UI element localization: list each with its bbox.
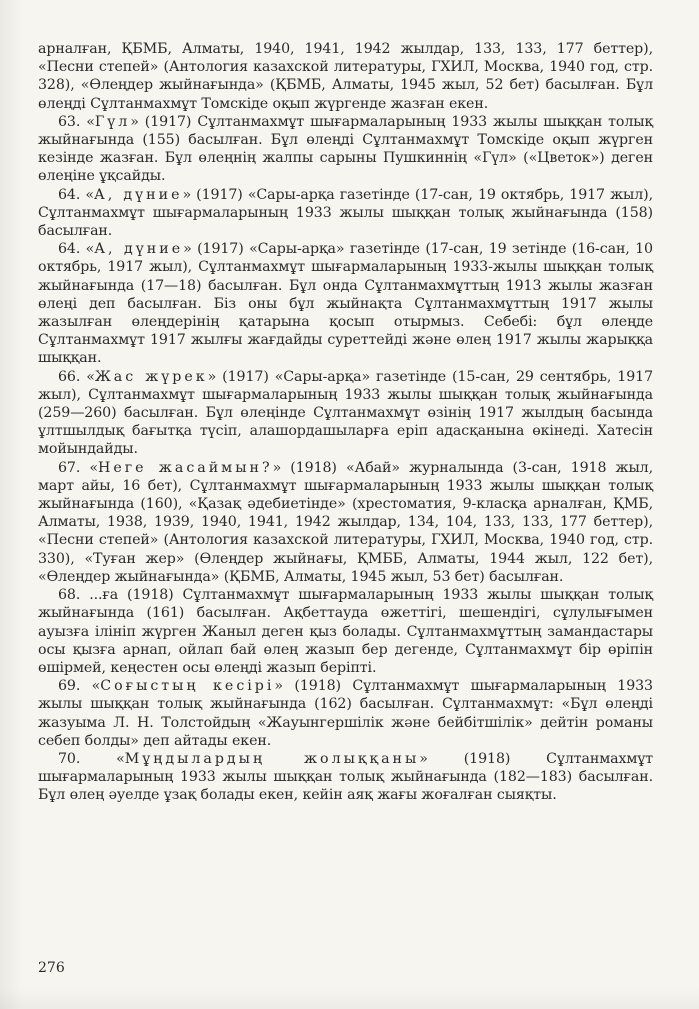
poem-title: Мұңдылардың жолыққаны [124,750,420,767]
note-paragraph [38,459,653,586]
page-number: 276 [38,960,65,976]
poem-title: Неге жасаймын? [97,459,273,476]
paragraph-text: 66. « [58,368,95,385]
poem-title: А, дүние [93,186,183,203]
paragraph-text: » (1918) Сұлтанмахмұт шығармаларының 1933 жылы шыққан толық жыйнағында (182—183) басылған. Бұл өлең әуелде ұзақ болады екен, кейін аяқ жағы жоғалған сыяқты. [38,750,653,804]
paragraph-text: 67. « [58,459,98,476]
paragraph-text: 64. « [58,186,94,203]
paragraph-text: » (1918) Сұлтанмахмұт шығармаларының 1933 жылы шыққан толық жыйнағында (162) басылған. Сұлтанмахмұт: «Бұл өлеңді жазуыма Л. Н. Толстойдың «Жауынгершілік және бейбітшілік» дейтін романы себеп болды» деп айтады екен. [38,678,653,749]
body-text [38,40,653,805]
note-paragraph [38,240,653,367]
paragraph-text: » (1917) «Сары-арқа» газетінде (17-сан, 19 зетінде (16-сан, 10 октябрь, 1917 жыл), Сұлтанмахмұт шығармаларының 1933-жылы шыққан толық жыйнағында (17—18) басылған. Бұл онда Сұлтанмахмұттың 1913 жылы жазған өлеңі деп басылған. Біз оны бұл жыйнақта Сұлтанмахмұттың 1917 жылы жазылған өлеңдерінің қатарына қосып отырмыз. Себебі: бұл өлеңде Сұлтанмахмұт 1917 жылғы жағдайды суреттейді және өлең 1917 жылы жарыққа шыққан. [38,241,653,367]
paragraph-text: 63. « [58,113,95,130]
note-paragraph [38,677,653,750]
paragraph-text: 69. « [58,678,101,695]
note-paragraph [38,186,653,241]
paragraph-text: » (1918) «Абай» журналында (3-сан, 1918 жыл, март айы, 16 бет), Сұлтанмахмұт шығармаларының 1933 жылы шыққан толық жыйнағында (160), «Қазақ әдебиетінде» (хрестоматия, 9-класқа арналған, ҚМБ, Алматы, 1938, 1939, 1940, 1941, 1942 жылдар, 134, 104, 133, 133, 177 беттер), «Песни степей» (Антология казахской литературы, ГХИЛ, Москва, 1940 год, стр. 330), «Туған жер» (Өлеңдер жыйнағы, ҚМББ, Алматы, 1944 жыл, 122 бет), «Өлеңдер жыйнағында» (ҚБМБ, Алматы, 1945 жыл, 53 бет) басылған. [38,459,654,585]
poem-title: Соғыстың кесірі [100,678,275,695]
paragraph-text: 68. ...ға (1918) Сұлтанмахмұт шығармаларының 1933 жылы шыққан толық жыйнағында (161) басылған. Ақбеттауда өжеттігі, шешендігі, сұлулығымен ауызға ілініп жүрген Жаныл деген қыз болады. Сұлтанмахмұттың замандастары осы қызға арнап, ойлап бай өлең жазып бер дегенде, Сұлтанмахмұт бір өріпін өшірмей, кеңестен осы өлеңді жазып беріпті. [38,587,653,676]
poem-title: Гүл [94,113,131,130]
note-paragraph [38,113,653,186]
paragraph-text: 70. « [58,750,125,767]
paragraph-text: арналған, ҚБМБ, Алматы, 1940, 1941, 1942 жылдар, 133, 133, 177 беттер), «Песни степей» (Антология казахской литературы, ГХИЛ, Москва, 1940 год, стр. 328), «Өлеңдер жыйнағында» (ҚБМБ, Алматы, 1945 жыл, 52 бет) басылған. Бұл өлеңді Сұлтанмахмұт Томскіде оқып жүргенде жазған екен. [38,41,653,112]
note-paragraph [38,750,653,805]
page-bottom-shadow [0,987,699,1009]
paragraph-text: » (1917) Сұлтанмахмұт шығармаларының 1933 жылы шыққан толық жыйнағында (155) басылған. Бұл өлеңді Сұлтанмахмұт Томскіде оқып жүрген кезінде жазған. Бұл өлеңнің жалпы сарыны Пушкиннің «Гүл» («Цветок») деген өлеңіне ұқсайды. [38,113,653,185]
note-paragraph [38,586,653,677]
page-edge-shadow [0,0,22,1009]
paragraph-text: » (1917) «Сары-арқа газетінде (17-сан, 19 октябрь, 1917 жыл), Сұлтанмахмұт шығармаларының 1933 жылы шыққан толық жыйнағында (158) басылған. [38,186,653,240]
paragraph-text: » (1917) «Сары-арқа» газетінде (15-сан, 29 сентябрь, 1917 жыл), Сұлтанмахмұт шығармаларының 1933 жылы шыққан толық жыйнағында (259—260) басылған. Бұл өлеңінде Сұлтанмахмұт өзінің 1917 жылдың басында ұлтшылдық бағытқа түсіп, алашордашыларға еріп адасқанына өкінеді. Хатесін мойындайды. [38,368,653,458]
note-paragraph [38,368,653,459]
paragraph-text: 64. « [58,241,95,258]
poem-title: А, дүние [94,241,184,258]
paragraph-continuation [38,40,653,113]
poem-title: Жас жүрек [94,368,208,385]
